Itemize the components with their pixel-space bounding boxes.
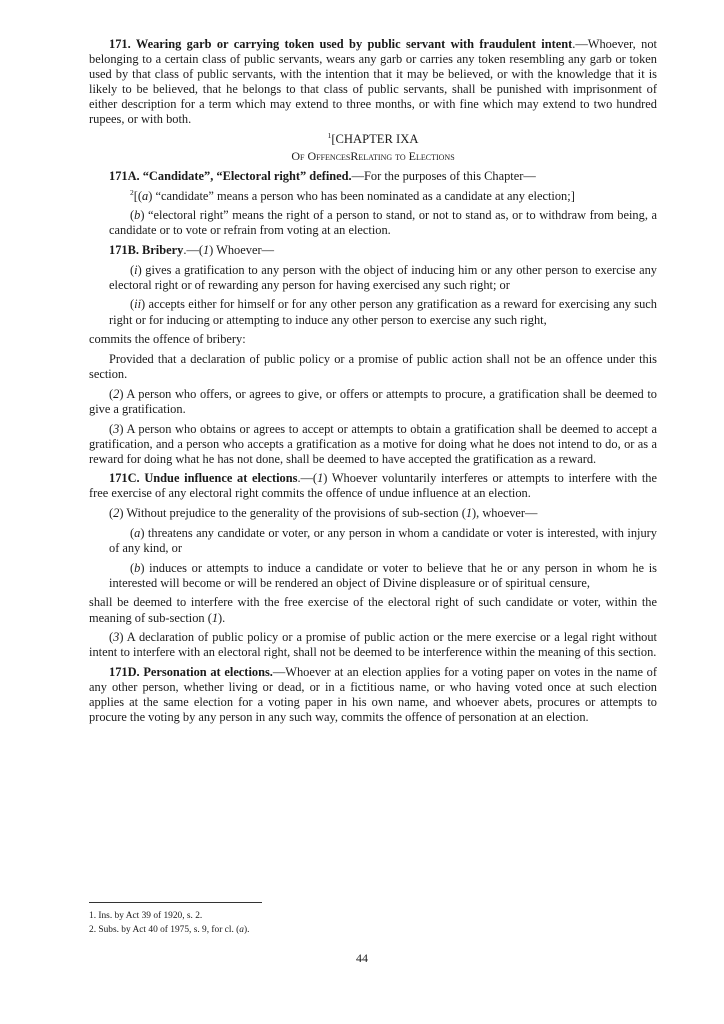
section-171b-subsection-2: [89, 387, 657, 417]
clause-text: ) induces or attempts to induce a candidate or voter to believe that he or any person in whom he is interested will become or will be rendered an object of Divine displeasure or of spiritual censure,: [109, 560, 657, 590]
subsection-text: ) A declaration of public policy or a promise of public action or the mere exercise or a legal right without intent to interfere with an electoral right, shall not be deemed to be interference within the meaning of this section.: [89, 630, 657, 660]
section-171-heading: 171. Wearing garb or carrying token used by public servant with fraudulent intent: [109, 37, 573, 51]
clause-text: ) accepts either for himself or for any other person any gratification as a reward for exercising any such right or for inducing or attempting to induce any other person to exercise any such right,: [109, 297, 657, 327]
clause-label: b: [134, 560, 141, 575]
footnote-ref-1: 1: [327, 131, 332, 141]
subsection-label: 1: [202, 243, 210, 257]
subsection-text: ) Without prejudice to the generality of the provisions of sub-section (: [119, 506, 466, 521]
section-171c: [89, 471, 657, 501]
clause-open: [(: [133, 188, 143, 203]
subsection-ref: 1: [465, 506, 473, 521]
chapter-title: [89, 132, 657, 147]
section-171a-text: —For the purposes of this Chapter—: [351, 168, 536, 183]
section-171a-clause-a: [89, 189, 657, 204]
subsection-label: 1: [317, 471, 324, 486]
subsection-label: 3: [113, 421, 120, 436]
section-171c-subsection-2: [89, 506, 657, 521]
clause-open: (: [130, 208, 135, 223]
footnote-2-label: a: [239, 924, 244, 935]
section-171d: [89, 665, 657, 725]
footnote-divider: [89, 902, 262, 903]
deemed-text: shall be deemed to interfere with the free exercise of the electoral right of such candidate or voter, within the meaning of sub-section (: [89, 595, 657, 625]
section-171a: [89, 169, 657, 184]
clause-open: (: [130, 525, 135, 540]
subsection-ref: 1: [211, 610, 219, 625]
clause-text: ) “electoral right” means the right of a person to stand, or not to stand as, or to withdraw from being, a candidate or to vote or refrain from voting at an election.: [109, 208, 657, 238]
section-171d-text: —Whoever at an election applies for a voting paper on votes in the name of any other person, whether living or dead, or in a fictitious name, or who having voted once at such election applies at the same election for a voting paper in his own name, and whoever abets, procures or attempts to procure the voting by any person in any such way, commits the offence of personation at an election.: [89, 664, 657, 725]
clause-open: (: [109, 506, 114, 521]
section-171b-text: .—(: [183, 243, 203, 257]
footnote-ref-2: 2: [130, 187, 134, 197]
clause-text: ) “candidate” means a person who has been nominated as a candidate at any election;]: [148, 188, 575, 203]
clause-open: (: [109, 630, 114, 645]
chapter-subtitle: Of OffencesRelating to Elections: [291, 149, 455, 164]
clause-label: a: [134, 525, 141, 540]
clause-label: a: [142, 188, 149, 203]
section-171c-deemed: [89, 595, 657, 625]
section-171a-heading: 171A. “Candidate”, “Electoral right” defined.: [109, 168, 352, 183]
clause-text: ) gives a gratification to any person with the object of inducing him or any other person to exercise any electoral right or of rewarding any person for having exercised any such right; or: [109, 262, 657, 292]
page-body: [89, 37, 657, 730]
clause-label: ii: [134, 297, 142, 312]
subsection-text: ) A person who obtains or agrees to accept or attempts to obtain a gratification shall be deemed to accept a gratification, and a person who accepts a gratification as a motive for doing what he does not intend to do, or as a reward for doing what he has not done, shall be deemed to have accepted the gratification as a reward.: [89, 421, 657, 466]
section-171c-heading: 171C. Undue influence at elections: [109, 471, 298, 486]
section-171b-heading: 171B. Bribery: [109, 243, 184, 257]
section-171b-clause-ii: [89, 297, 657, 327]
subsection-label: 2: [113, 506, 120, 521]
section-171c-subsection-3: [89, 630, 657, 660]
chapter-title-text: [CHAPTER IXA: [331, 132, 419, 147]
subsection-label: 2: [113, 386, 120, 401]
section-171b-clause-i: [89, 263, 657, 293]
section-171c-text: .—(: [297, 471, 318, 486]
section-171d-heading: 171D. Personation at elections.: [109, 664, 273, 679]
clause-open: (: [130, 262, 135, 277]
clause-open: (: [109, 421, 114, 436]
footnote-2-text: 2. Subs. by Act 40 of 1975, s. 9, for cl. (: [89, 924, 240, 935]
section-171b-text: ) Whoever—: [209, 243, 274, 257]
section-171c-clause-b: [89, 561, 657, 591]
clause-text: ) threatens any candidate or voter, or any person in whom a candidate or voter is interested, with injury of any kind, or: [109, 525, 657, 555]
section-171b-commits: commits the offence of bribery:: [89, 332, 246, 347]
section-171: [89, 37, 657, 128]
footnote-1: 1. Ins. by Act 39 of 1920, s. 2.: [89, 911, 203, 921]
clause-open: (: [109, 386, 114, 401]
section-171c-clause-a: [89, 526, 657, 556]
clause-open: (: [130, 560, 135, 575]
clause-label: i: [134, 262, 138, 277]
section-171c-text: ) Whoever voluntarily interferes or attempts to interfere with the free exercise of any electoral right commits the offence of undue influence at an election.: [89, 471, 657, 501]
section-171b: [89, 243, 657, 258]
page-number: 44: [356, 951, 368, 965]
clause-open: (: [130, 297, 135, 312]
subsection-text: ) A person who offers, or agrees to give, or offers or attempts to procure, a gratification shall be deemed to give a gratification.: [89, 386, 657, 416]
footnote-2: [89, 924, 657, 938]
section-171b-subsection-3: [89, 422, 657, 467]
subsection-text: ), whoever—: [472, 506, 538, 521]
deemed-text: ).: [218, 610, 226, 625]
footnote-2-close: ).: [243, 924, 250, 935]
section-171a-clause-b: [89, 208, 657, 238]
section-171-text: .—Whoever, not belonging to a certain class of public servants, wears any garb or carries any token resembling any garb or token used by that class of public servants, with the intention that it may be believed, or with the knowledge that it is likely to be believed, that he belongs to that class of public servants, shall be punished with imprisonment of either description for a term which may extend to three months, or with fine which may extend to two hundred rupees, or with both.: [89, 37, 657, 127]
subsection-label: 3: [113, 630, 120, 645]
footnotes: [89, 910, 657, 937]
clause-label: b: [134, 208, 141, 223]
section-171b-proviso: Provided that a declaration of public policy or a promise of public action shall not be an offence under this section.: [89, 351, 657, 382]
